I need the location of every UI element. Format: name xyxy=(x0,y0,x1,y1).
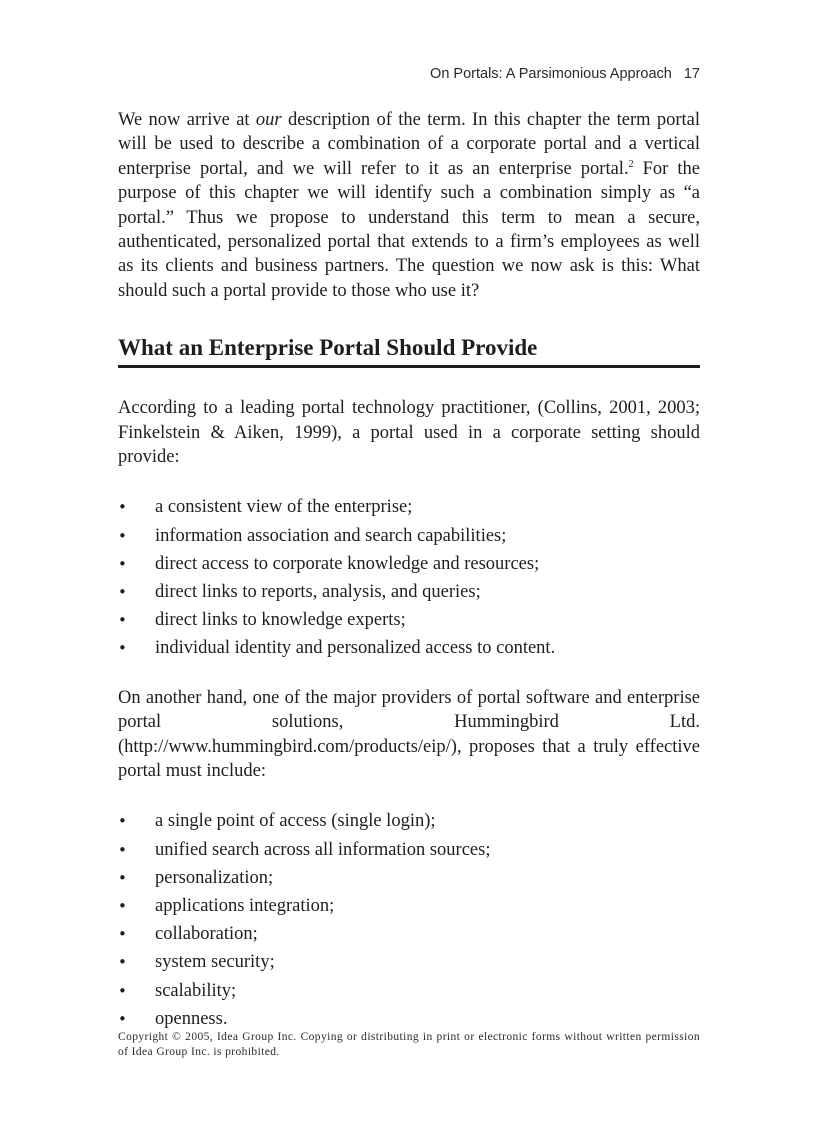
intro-emphasis: our xyxy=(255,110,282,130)
list-item-text: applications integration; xyxy=(155,895,335,916)
list-item xyxy=(118,836,700,864)
list-item xyxy=(118,1005,700,1033)
list-item xyxy=(118,634,700,662)
list-item-text: information association and search capabilities; xyxy=(155,525,507,546)
section-heading: What an Enterprise Portal Should Provide xyxy=(118,333,700,368)
list-item-text: direct links to reports, analysis, and queries; xyxy=(155,582,481,603)
main-content xyxy=(118,108,700,1033)
hummingbird-list xyxy=(118,807,700,1033)
intro-text-2: description of the term. In this chapter the term portal will be used to describe a combination of a corporate portal and a vertical enterprise portal, and we will refer to it as an enterprise portal. xyxy=(118,110,700,179)
list-item xyxy=(118,550,700,578)
list-item xyxy=(118,493,700,521)
bullet-icon: • xyxy=(118,981,127,1000)
intro-text-1: We now arrive at xyxy=(118,110,256,130)
bullet-icon: • xyxy=(118,554,127,573)
bullet-icon: • xyxy=(118,840,127,859)
bullet-icon: • xyxy=(118,526,127,545)
bullet-icon: • xyxy=(118,896,127,915)
intro-paragraph xyxy=(118,108,700,303)
bullet-icon: • xyxy=(118,1009,127,1028)
intro-text-3: For the purpose of this chapter we will identify such a combination simply as “a portal.” Thus we propose to understand this term to mean a secure, authenticated, personalized portal that extends to a firm’s employees as well as its clients and business partners. The question we now ask is this: What should such a portal provide to those who use it? xyxy=(118,158,700,301)
list-item xyxy=(118,864,700,892)
list-item xyxy=(118,977,700,1005)
list-item-text: unified search across all information sources; xyxy=(155,839,491,860)
page-number: 17 xyxy=(683,66,700,82)
bullet-icon: • xyxy=(118,812,127,831)
bullet-icon: • xyxy=(118,611,127,630)
bullet-icon: • xyxy=(118,639,127,658)
list-item xyxy=(118,948,700,976)
copyright-footer: Copyright © 2005, Idea Group Inc. Copying or distributing in print or electronic forms without written permission of Idea Group Inc. is prohibited. xyxy=(118,1031,700,1058)
hummingbird-intro-paragraph: On another hand, one of the major providers of portal software and enterprise portal solutions, Hummingbird Ltd. (http://www.hummingbird.com/products/eip/), proposes that a truly effective portal must include: xyxy=(118,687,700,781)
bullet-icon: • xyxy=(118,583,127,602)
list-item-text: a single point of access (single login); xyxy=(155,811,436,832)
collins-intro-paragraph: According to a leading portal technology practitioner, (Collins, 2001, 2003; Finkelstein & Aiken, 1999), a portal used in a corporate setting should provide: xyxy=(118,398,700,468)
list-item-text: individual identity and personalized access to content. xyxy=(155,638,556,659)
footnote-reference[interactable]: 2 xyxy=(628,158,634,170)
list-item-text: direct access to corporate knowledge and resources; xyxy=(155,553,540,574)
list-item-text: openness. xyxy=(155,1008,228,1029)
list-item-text: a consistent view of the enterprise; xyxy=(155,497,413,518)
list-item-text: direct links to knowledge experts; xyxy=(155,610,406,631)
bullet-icon: • xyxy=(118,868,127,887)
bullet-icon: • xyxy=(118,498,127,517)
collins-list xyxy=(118,493,700,662)
list-item-text: system security; xyxy=(155,952,275,973)
bullet-icon: • xyxy=(118,953,127,972)
bullet-icon: • xyxy=(118,925,127,944)
list-item xyxy=(118,606,700,634)
list-item-text: scalability; xyxy=(155,980,237,1001)
list-item xyxy=(118,920,700,948)
list-item xyxy=(118,578,700,606)
list-item xyxy=(118,807,700,835)
running-header xyxy=(430,66,700,82)
list-item-text: personalization; xyxy=(155,867,274,888)
list-item xyxy=(118,892,700,920)
running-title: On Portals: A Parsimonious Approach xyxy=(430,66,672,82)
list-item xyxy=(118,522,700,550)
list-item-text: collaboration; xyxy=(155,924,258,945)
